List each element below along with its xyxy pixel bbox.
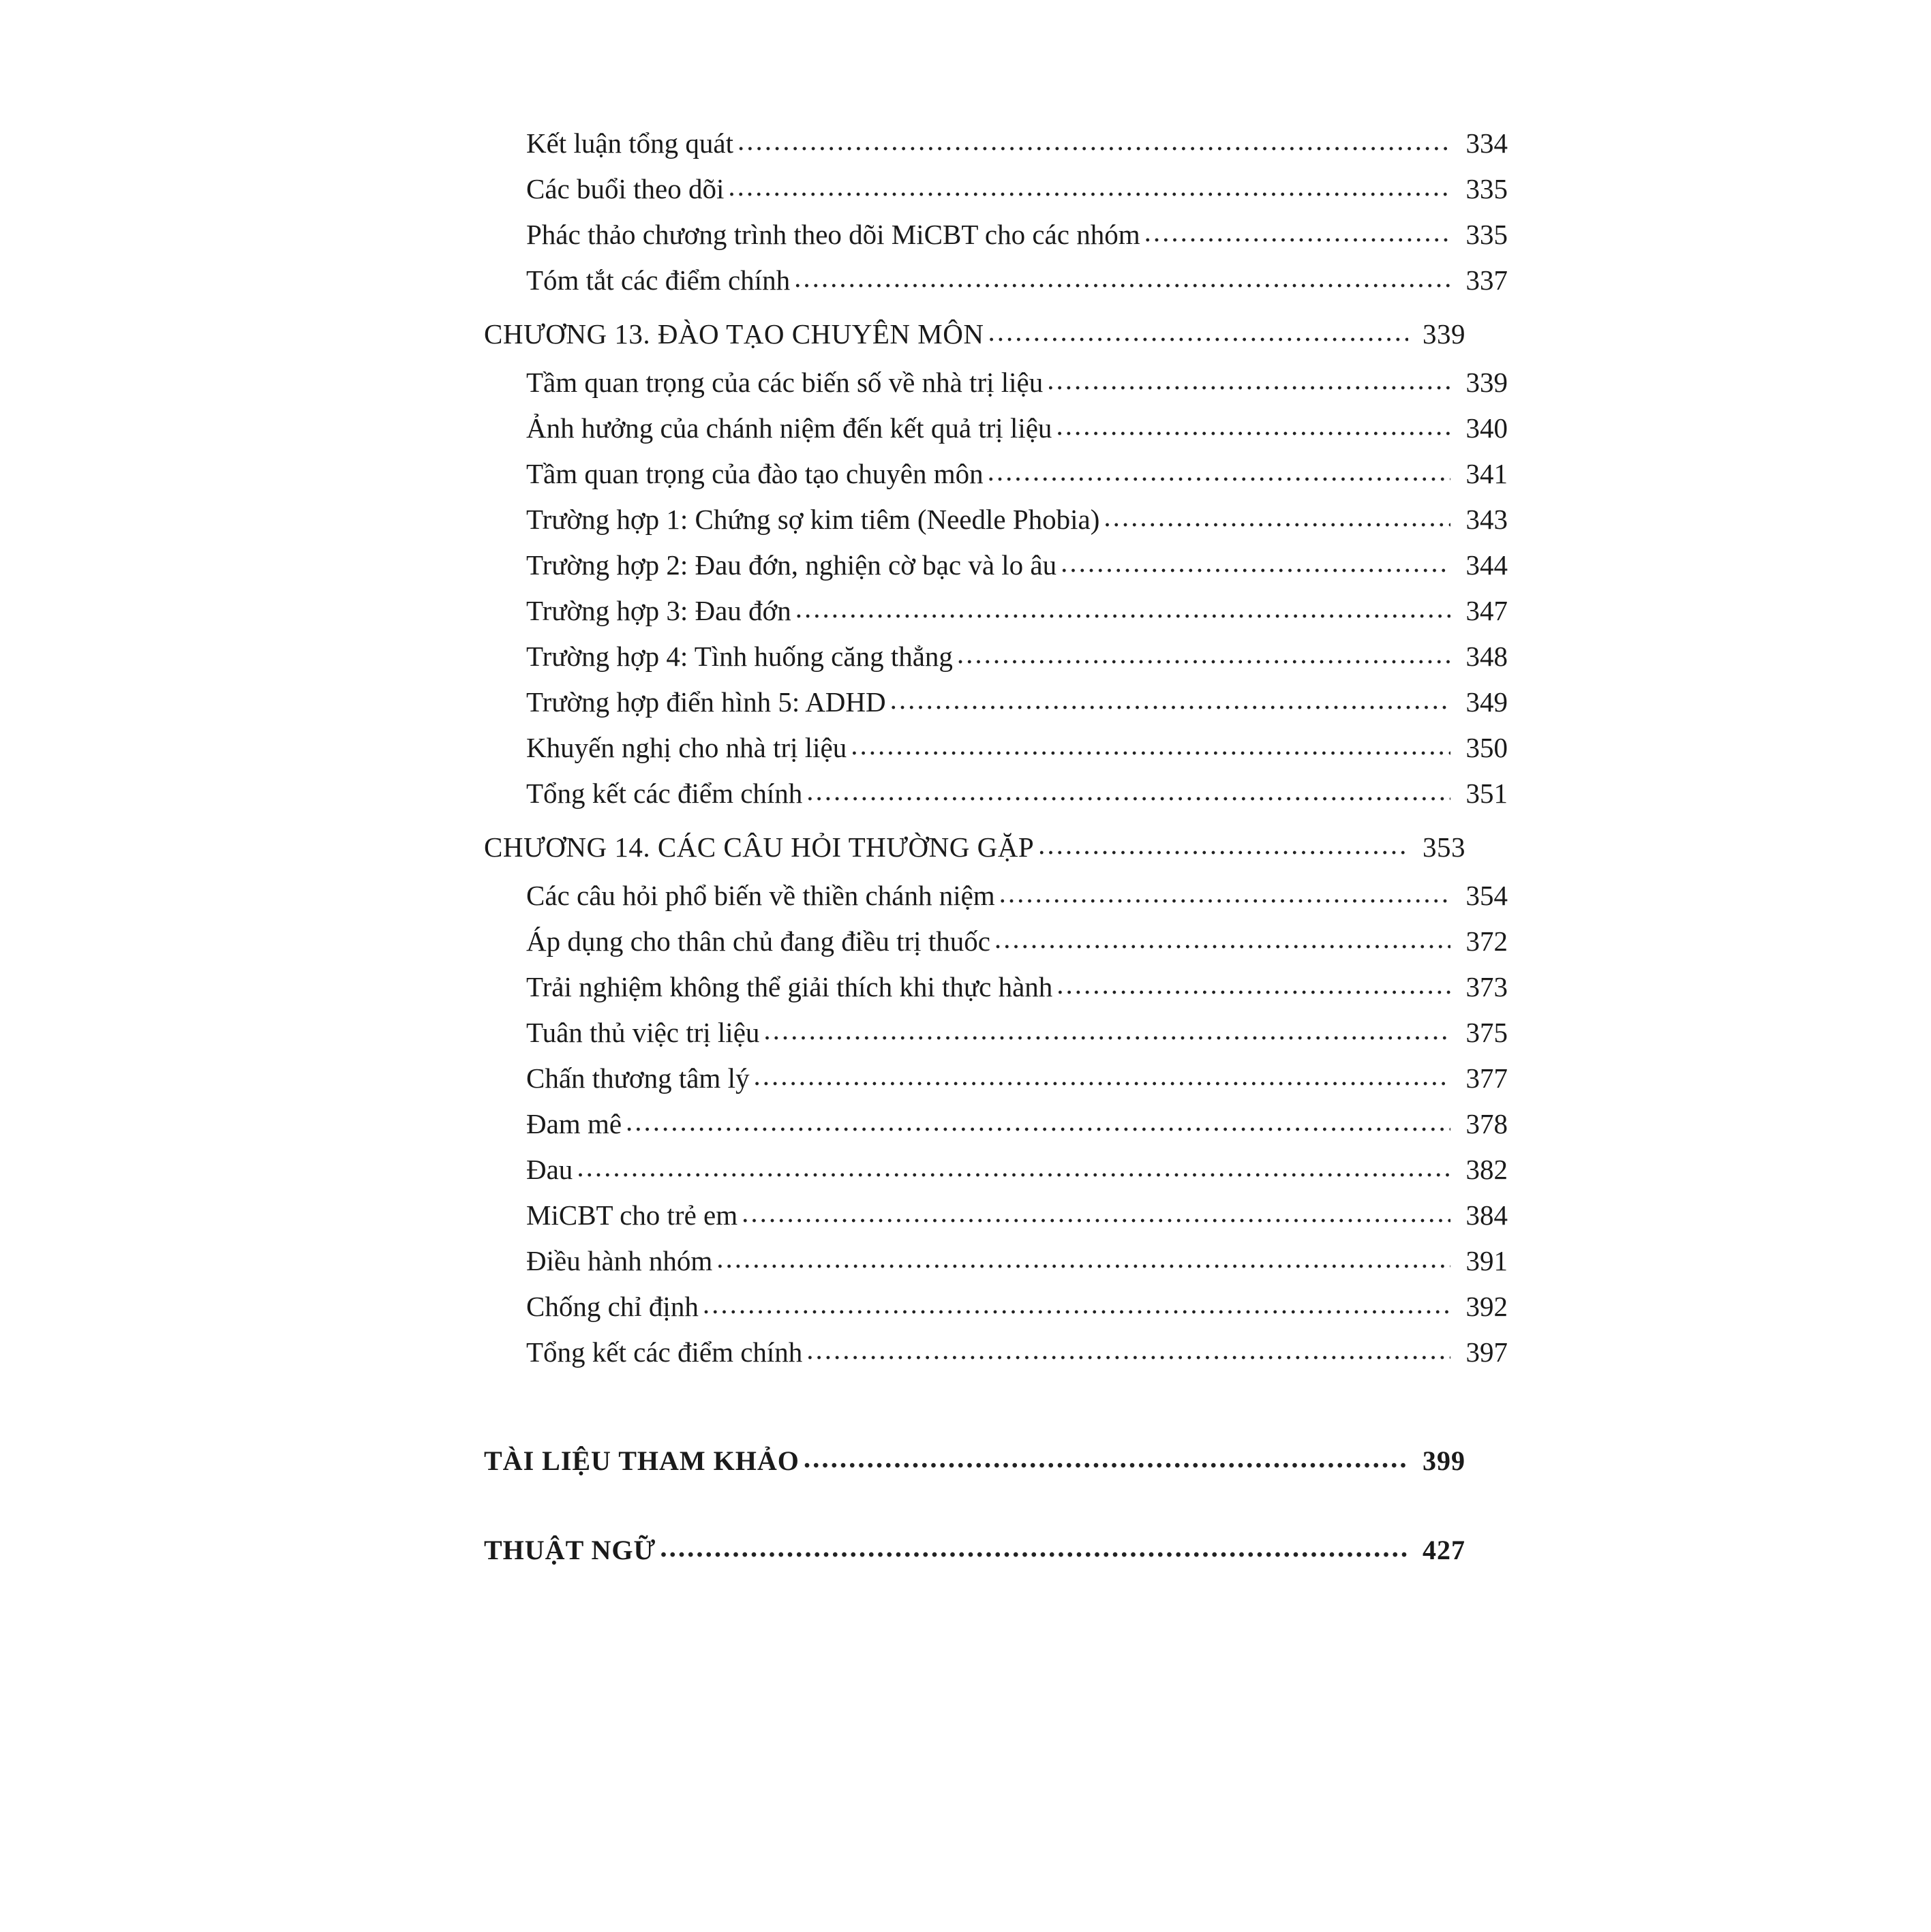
toc-backmatter-entry[interactable] — [484, 1536, 1465, 1564]
toc-leader-dots — [988, 318, 1408, 346]
toc-leader-dots — [626, 1107, 1450, 1135]
toc-entry-page: 353 — [1423, 831, 1465, 863]
toc-entry-page: 340 — [1465, 412, 1508, 444]
toc-entry-page: 341 — [1465, 458, 1508, 489]
toc-chapter-entry[interactable] — [484, 320, 1465, 348]
toc-leader-dots — [763, 1016, 1450, 1044]
toc-entry-label: Điều hành nhóm — [526, 1245, 713, 1276]
toc-leader-dots — [890, 686, 1450, 714]
toc-entry-page: 382 — [1465, 1154, 1508, 1185]
toc-entry[interactable] — [484, 1064, 1508, 1092]
section-spacer — [484, 1384, 1465, 1447]
toc-entry-page: 334 — [1465, 127, 1508, 159]
toc-entry[interactable] — [484, 551, 1508, 579]
toc-entry[interactable] — [484, 1110, 1508, 1138]
toc-leader-dots — [1061, 549, 1450, 577]
toc-entry-label: Phác thảo chương trình theo dõi MiCBT cho các nhóm — [526, 219, 1140, 250]
toc-entry-page: 339 — [1423, 318, 1465, 350]
toc-entry[interactable] — [484, 1247, 1508, 1275]
toc-entry[interactable] — [484, 1338, 1508, 1366]
toc-entry-label: Các buổi theo dõi — [526, 173, 725, 204]
toc-entry-label: Các câu hỏi phổ biến về thiền chánh niệm — [526, 880, 995, 911]
toc-leader-dots — [1056, 970, 1450, 998]
toc-entry-label: Chấn thương tâm lý — [526, 1062, 750, 1094]
toc-entry[interactable] — [484, 734, 1508, 762]
toc-leader-dots — [794, 264, 1450, 292]
toc-entry-page: 372 — [1465, 925, 1508, 957]
toc-entry-label: Kết luận tổng quát — [526, 127, 734, 159]
toc-leader-dots — [716, 1244, 1450, 1272]
toc-entry[interactable] — [484, 597, 1508, 625]
toc-entry-page: 335 — [1465, 173, 1508, 204]
toc-leader-dots — [988, 457, 1450, 485]
toc-entry-label: Tổng kết các điểm chính — [526, 778, 803, 809]
toc-entry-label: Tóm tắt các điểm chính — [526, 264, 791, 296]
toc-entry-label: MiCBT cho trẻ em — [526, 1199, 738, 1231]
toc-entry[interactable] — [484, 129, 1508, 157]
toc-entry-page: 391 — [1465, 1245, 1508, 1276]
toc-leader-dots — [1056, 412, 1450, 440]
toc-entry-page: 397 — [1465, 1336, 1508, 1368]
toc-leader-dots — [738, 127, 1450, 155]
toc-entry-page: 351 — [1465, 778, 1508, 809]
toc-entry[interactable] — [484, 221, 1508, 249]
toc-entry-label: Áp dụng cho thân chủ đang điều trị thuốc — [526, 925, 990, 957]
toc-leader-dots — [806, 777, 1450, 805]
toc-entry-label: Đam mê — [526, 1108, 622, 1139]
toc-entry-label: Tuân thủ việc trị liệu — [526, 1017, 760, 1048]
toc-entry[interactable] — [484, 882, 1508, 910]
toc-leader-dots — [1047, 366, 1450, 394]
toc-entry-label: Chống chỉ định — [526, 1291, 699, 1322]
toc-entry-label: Đau — [526, 1154, 573, 1185]
toc-entry-page: 384 — [1465, 1199, 1508, 1231]
toc-entry-page: 337 — [1465, 264, 1508, 296]
toc-entry[interactable] — [484, 927, 1508, 955]
toc-entry[interactable] — [484, 266, 1508, 294]
toc-entry-page: 354 — [1465, 880, 1508, 911]
toc-leader-dots — [1038, 831, 1408, 859]
toc-entry-page: 392 — [1465, 1291, 1508, 1322]
toc-entry[interactable] — [484, 369, 1508, 397]
toc-entry-label: TÀI LIỆU THAM KHẢO — [484, 1445, 800, 1476]
toc-leader-dots — [703, 1290, 1450, 1318]
toc-leader-dots — [795, 594, 1450, 622]
toc-entry-page: 378 — [1465, 1108, 1508, 1139]
toc-entry-label: Trường hợp 1: Chứng sợ kim tiêm (Needle Phobia) — [526, 504, 1100, 535]
toc-leader-dots — [957, 640, 1450, 668]
toc-entry-page: 373 — [1465, 971, 1508, 1002]
toc-entry[interactable] — [484, 780, 1508, 808]
toc-leader-dots — [742, 1199, 1450, 1227]
toc-leader-dots — [660, 1533, 1408, 1561]
table-of-contents — [484, 127, 1508, 1565]
toc-entry-page: 399 — [1423, 1445, 1465, 1476]
toc-entry-page: 339 — [1465, 367, 1508, 398]
toc-entry-label: CHƯƠNG 13. ĐÀO TẠO CHUYÊN MÔN — [484, 318, 984, 350]
toc-entry-page: 375 — [1465, 1017, 1508, 1048]
toc-leader-dots — [1104, 503, 1450, 531]
toc-entry[interactable] — [484, 1201, 1508, 1229]
toc-entry-page: 377 — [1465, 1062, 1508, 1094]
toc-entry-label: Tổng kết các điểm chính — [526, 1336, 803, 1368]
section-spacer — [484, 1492, 1465, 1536]
toc-entry[interactable] — [484, 688, 1508, 716]
toc-leader-dots — [577, 1153, 1450, 1181]
toc-entry-page: 427 — [1423, 1535, 1465, 1565]
toc-entry[interactable] — [484, 643, 1508, 671]
toc-entry-label: Trường hợp 3: Đau đớn — [526, 595, 791, 626]
toc-entry-page: 347 — [1465, 595, 1508, 626]
toc-leader-dots — [806, 1336, 1450, 1364]
toc-entry-label: CHƯƠNG 14. CÁC CÂU HỎI THƯỜNG GẶP — [484, 831, 1035, 863]
toc-entry[interactable] — [484, 973, 1508, 1001]
toc-entry-label: Tầm quan trọng của các biến số về nhà trị liệu — [526, 367, 1044, 398]
toc-entry[interactable] — [484, 414, 1508, 442]
toc-leader-dots — [1144, 218, 1450, 246]
toc-entry[interactable] — [484, 1019, 1508, 1047]
toc-entry[interactable] — [484, 1293, 1508, 1321]
toc-entry-page: 343 — [1465, 504, 1508, 535]
toc-entry-label: Trường hợp điển hình 5: ADHD — [526, 686, 886, 718]
toc-entry-label: Tầm quan trọng của đào tạo chuyên môn — [526, 458, 984, 489]
toc-entry[interactable] — [484, 175, 1508, 203]
toc-entry-label: Ảnh hưởng của chánh niệm đến kết quả trị liệu — [526, 412, 1052, 444]
toc-leader-dots — [999, 879, 1450, 907]
toc-leader-dots — [994, 925, 1450, 953]
toc-entry-label: Trường hợp 4: Tình huống căng thẳng — [526, 641, 953, 672]
toc-entry[interactable] — [484, 1156, 1508, 1184]
toc-entry-page: 348 — [1465, 641, 1508, 672]
toc-entry-page: 349 — [1465, 686, 1508, 718]
toc-leader-dots — [753, 1062, 1450, 1090]
toc-entry[interactable] — [484, 506, 1508, 534]
toc-entry[interactable] — [484, 460, 1508, 488]
toc-leader-dots — [851, 731, 1450, 759]
toc-entry-page: 344 — [1465, 549, 1508, 581]
toc-leader-dots — [804, 1444, 1408, 1472]
toc-entry-page: 335 — [1465, 219, 1508, 250]
toc-backmatter-entry[interactable] — [484, 1447, 1465, 1475]
toc-entry-label: Trải nghiệm không thể giải thích khi thực hành — [526, 971, 1053, 1002]
toc-entry-label: THUẬT NGỮ — [484, 1535, 656, 1565]
toc-entry-label: Khuyến nghị cho nhà trị liệu — [526, 732, 847, 763]
toc-entry-label: Trường hợp 2: Đau đớn, nghiện cờ bạc và lo âu — [526, 549, 1057, 581]
toc-entry-page: 350 — [1465, 732, 1508, 763]
toc-chapter-entry[interactable] — [484, 833, 1465, 861]
toc-leader-dots — [728, 172, 1450, 200]
